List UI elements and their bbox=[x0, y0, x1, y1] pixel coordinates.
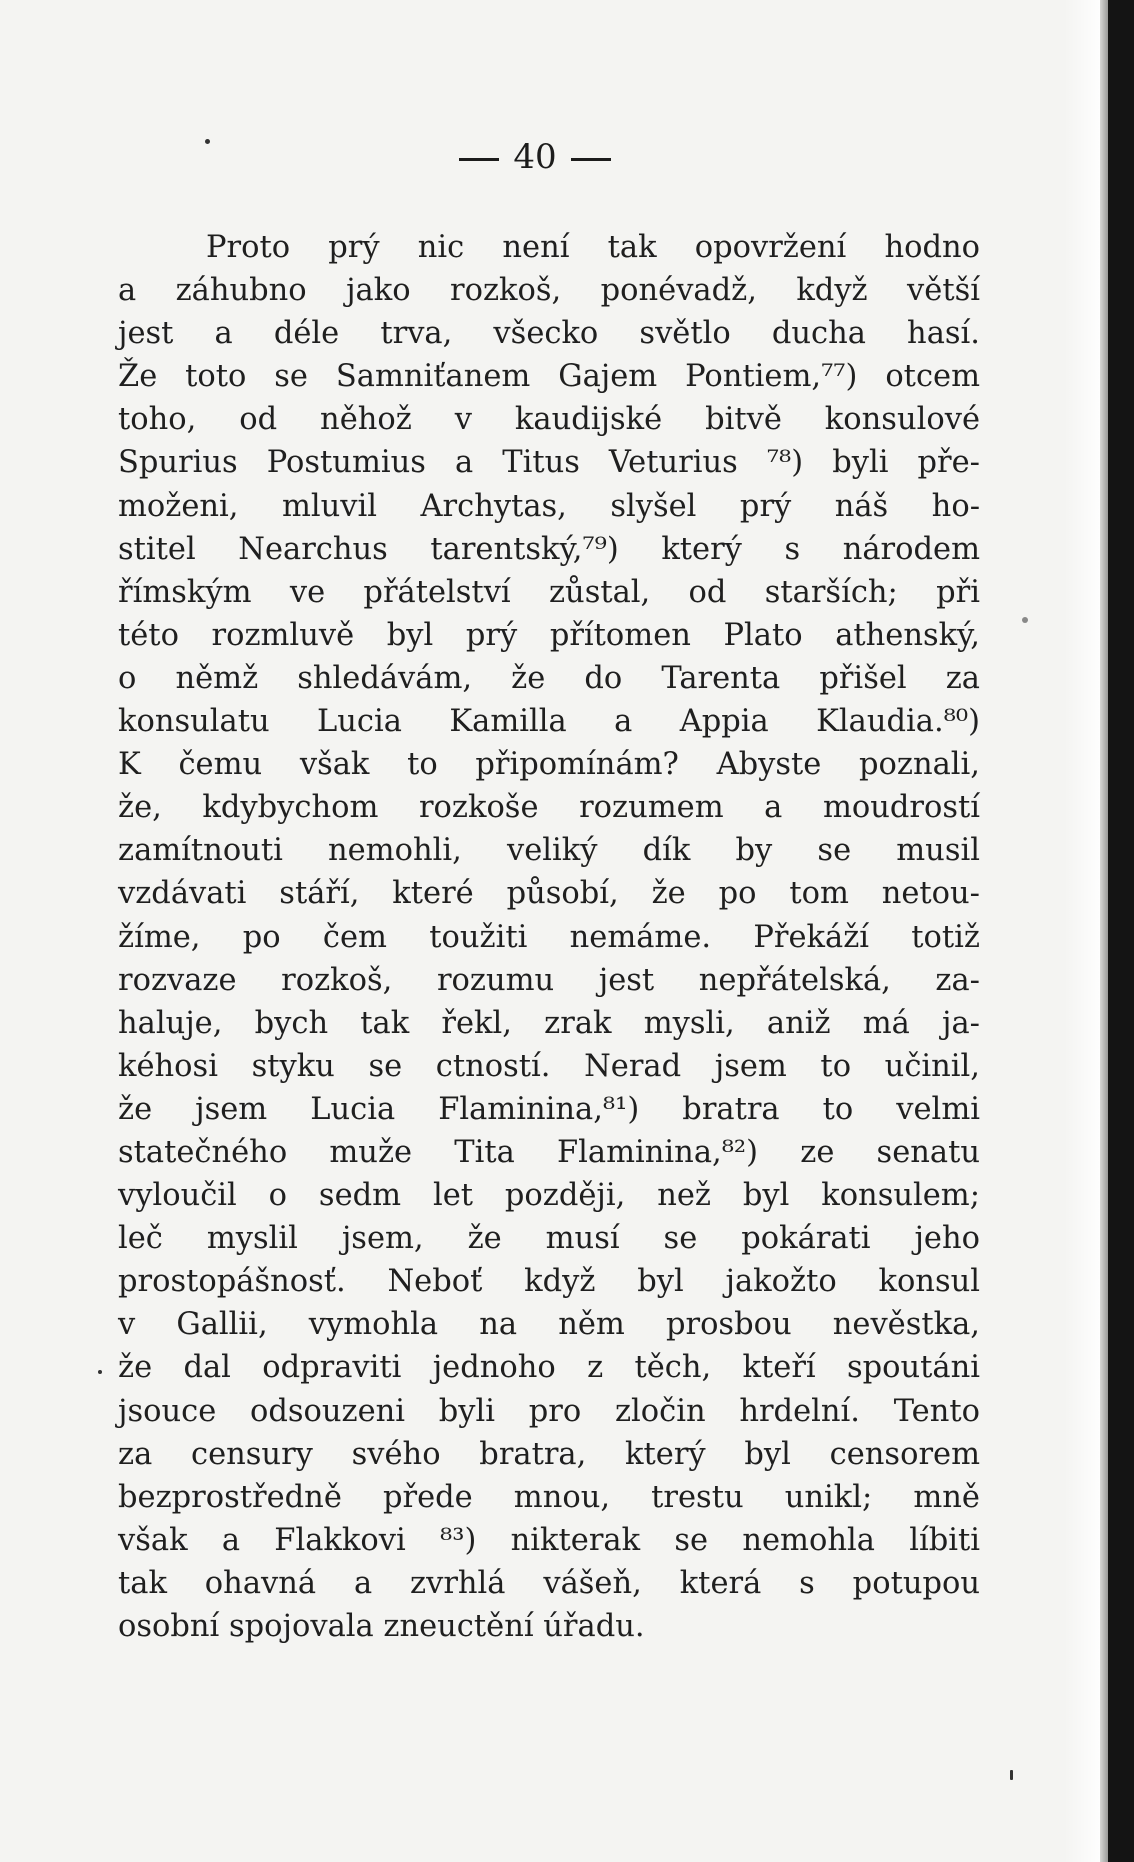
text-line: že, kdybychom rozkoše rozumem a moudrostí bbox=[118, 790, 980, 826]
text-line: bezprostředně přede mnou, trestu unikl; mně bbox=[118, 1479, 980, 1515]
text-line: jest a déle trva, všecko světlo ducha hasí. bbox=[118, 316, 980, 352]
text-line: Proto prý nic není tak opovržení hodno bbox=[206, 230, 980, 265]
text-line: osobní spojovala zneuctění úřadu. bbox=[118, 1609, 645, 1644]
page-number-dash-left bbox=[459, 158, 499, 161]
page-edge-shadow bbox=[1064, 0, 1100, 1862]
ink-speck bbox=[98, 1370, 102, 1374]
text-line: za censury svého bratra, který byl censorem bbox=[118, 1436, 980, 1472]
text-line: o němž shledávám, že do Tarenta přišel za bbox=[118, 660, 980, 696]
text-line: zamítnouti nemohli, veliký dík by se musil bbox=[118, 833, 980, 869]
text-line: vzdávati stáří, které působí, že po tom netou- bbox=[118, 876, 980, 912]
ink-speck bbox=[1022, 617, 1028, 623]
text-line: jsouce odsouzeni byli pro zločin hrdelní. Tento bbox=[118, 1393, 980, 1429]
page-number bbox=[0, 137, 1070, 177]
body-text bbox=[118, 226, 980, 1648]
text-line: žíme, po čem toužiti nemáme. Překáží totiž bbox=[118, 919, 980, 955]
text-line: tak ohavná a zvrhlá vášeň, která s potupou bbox=[118, 1565, 980, 1601]
text-line: však a Flakkovi ⁸³) nikterak se nemohla líbiti bbox=[118, 1522, 980, 1558]
text-line: konsulatu Lucia Kamilla a Appia Klaudia.⁸⁰) bbox=[118, 704, 980, 740]
text-line: K čemu však to připomínám? Abyste poznali, bbox=[118, 747, 980, 783]
text-line: prostopášnosť. Neboť když byl jakožto konsul bbox=[118, 1264, 980, 1300]
ink-speck bbox=[1010, 1770, 1013, 1780]
text-line: statečného muže Tita Flaminina,⁸²) ze senatu bbox=[118, 1134, 980, 1170]
text-line: že dal odpraviti jednoho z těch, kteří spoutáni bbox=[118, 1350, 980, 1386]
text-line: této rozmluvě byl prý přítomen Plato athenský, bbox=[118, 617, 980, 653]
page-edge-strip bbox=[1100, 0, 1108, 1862]
scan-border bbox=[1108, 0, 1134, 1862]
text-line: rozvaze rozkoš, rozumu jest nepřátelská, za- bbox=[118, 962, 980, 998]
text-line: leč myslil jsem, že musí se pokárati jeho bbox=[118, 1221, 980, 1257]
text-line: stitel Nearchus tarentský,⁷⁹) který s národem bbox=[118, 531, 980, 567]
page-number-value: 40 bbox=[513, 137, 557, 177]
text-line: moženi, mluvil Archytas, slyšel prý náš ho- bbox=[118, 488, 980, 524]
text-line: Že toto se Samniťanem Gajem Pontiem,⁷⁷) otcem bbox=[118, 359, 980, 395]
text-line: Spurius Postumius a Titus Veturius ⁷⁸) byli pře- bbox=[118, 445, 980, 481]
text-line: že jsem Lucia Flaminina,⁸¹) bratra to velmi bbox=[118, 1091, 980, 1127]
text-line: haluje, bych tak řekl, zrak mysli, aniž má ja- bbox=[118, 1005, 980, 1041]
text-line: kéhosi styku se ctností. Nerad jsem to učinil, bbox=[118, 1048, 980, 1084]
text-line: v Gallii, vymohla na něm prosbou nevěstka, bbox=[118, 1307, 980, 1343]
text-line: a záhubno jako rozkoš, ponévadž, když větší bbox=[118, 273, 980, 309]
text-line: vyloučil o sedm let později, než byl konsulem; bbox=[118, 1178, 980, 1214]
page-number-dash-right bbox=[571, 158, 611, 161]
text-line: římským ve přátelství zůstal, od starších; při bbox=[118, 574, 980, 610]
text-line: toho, od něhož v kaudijské bitvě konsulové bbox=[118, 402, 980, 438]
